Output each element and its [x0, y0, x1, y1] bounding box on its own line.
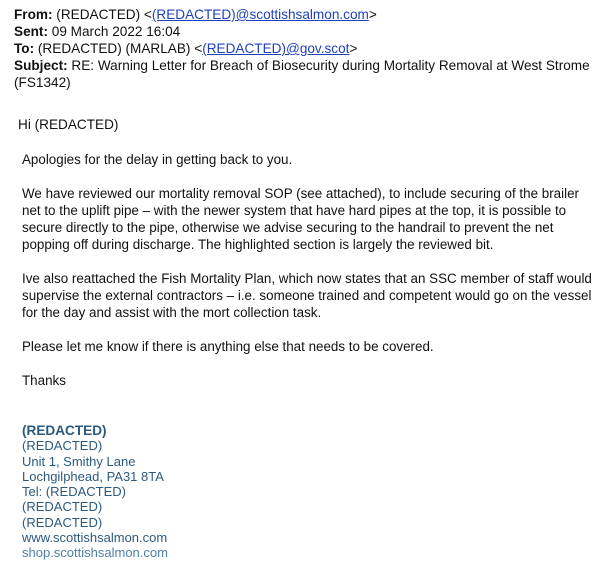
sent-value: 09 March 2022 16:04: [51, 24, 181, 39]
to-name: (REDACTED) (MARLAB) <: [37, 41, 203, 56]
signature-title: (REDACTED): [22, 438, 103, 454]
sent-label: Sent:: [14, 24, 48, 39]
signature-shop-link[interactable]: shop.scottishsalmon.com: [22, 545, 168, 561]
to-label: To:: [14, 41, 35, 56]
from-label: From:: [14, 7, 53, 22]
subject-label: Subject:: [14, 58, 68, 73]
body-paragraph-apology: Apologies for the delay in getting back to you.: [22, 152, 293, 167]
to-email-link[interactable]: (REDACTED)@gov.scot: [202, 41, 350, 56]
signature-line-a: (REDACTED): [22, 499, 103, 515]
signature-telephone: Tel: (REDACTED): [22, 484, 127, 500]
from-email-link[interactable]: (REDACTED)@scottishsalmon.com: [151, 7, 369, 22]
body-paragraph-thanks: Thanks: [22, 373, 66, 388]
signature-name: (REDACTED): [22, 423, 107, 438]
to-line: [14, 40, 599, 57]
signature-address-line-1: Unit 1, Smithy Lane: [22, 453, 136, 469]
signature-line-b: (REDACTED): [22, 514, 103, 530]
body-paragraph-request: Please let me know if there is anything else that needs to be covered.: [22, 339, 434, 354]
body-paragraph-sop-review: We have reviewed our mortality removal SOP (see attached), to include securing of the brailer net to the uplift pipe – with the newer system that have hard pipes at the top, it is possible to secure directly to the pipe, otherwise we advise securing to the handrail to prevent the net popping off during discharge. The highlighted section is largely the reviewed bit.: [22, 186, 579, 252]
email-body: [22, 151, 600, 406]
from-email-close: >: [368, 7, 377, 22]
body-paragraph-mortality-plan: Ive also reattached the Fish Mortality Plan, which now states that an SSC member of staff would supervise the external contractors – i.e. someone trained and competent would go on the vessel for the day and assist with the mort collection task.: [22, 271, 592, 320]
signature-website-link[interactable]: www.scottishsalmon.com: [22, 530, 168, 546]
signature-address-line-2: Lochgilphead, PA31 8TA: [22, 468, 164, 484]
from-line: [14, 6, 599, 23]
to-email-close: >: [349, 41, 358, 56]
email-header: [14, 6, 599, 91]
email-signature: [22, 423, 168, 561]
subject-value: RE: Warning Letter for Breach of Biosecurity during Mortality Removal at West Strome (FS1342): [14, 58, 590, 90]
sent-line: [14, 23, 599, 40]
subject-line: [14, 57, 599, 91]
greeting: Hi (REDACTED): [18, 117, 119, 132]
from-name: (REDACTED) <: [56, 7, 152, 22]
